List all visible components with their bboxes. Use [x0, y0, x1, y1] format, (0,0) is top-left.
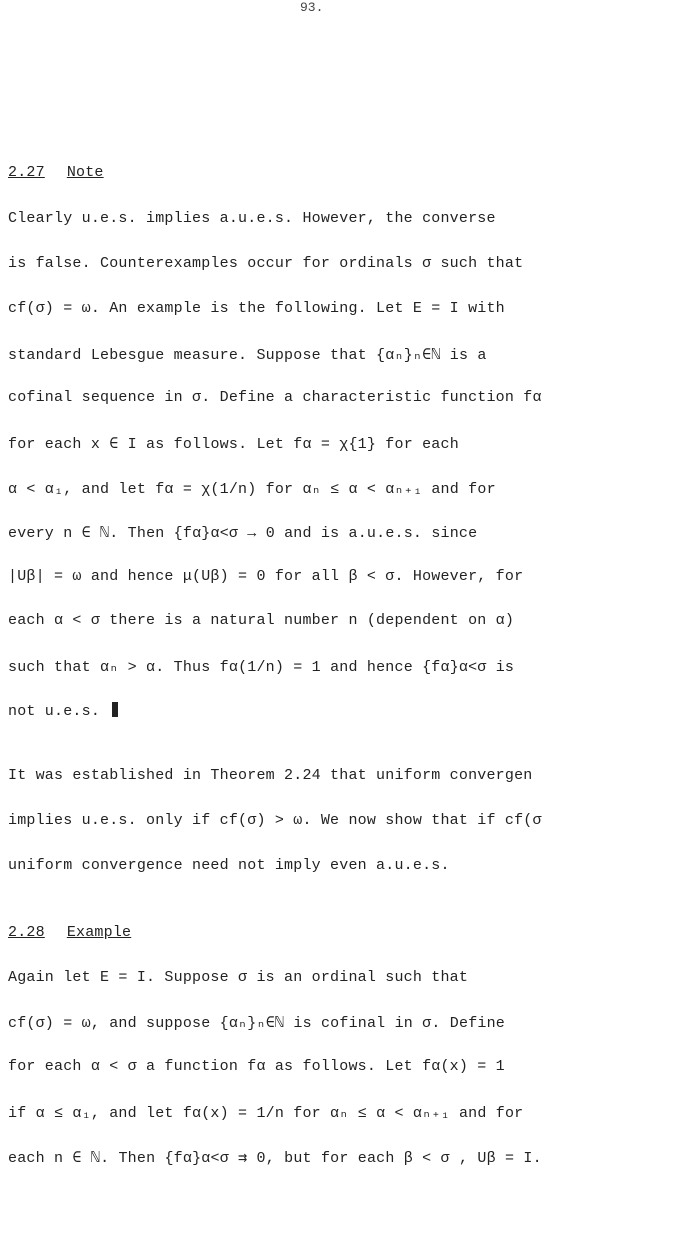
text-line: |Uβ| = ω and hence μ(Uβ) = 0 for all β < σ. However, for: [8, 568, 524, 585]
section-heading-2-28: [8, 924, 700, 941]
text-line: cf(σ) = ω, and suppose {αₙ}ₙ∈ℕ is cofinal in σ. Define: [8, 1015, 505, 1032]
text-line: Clearly u.e.s. implies a.u.e.s. However, the converse: [8, 210, 496, 227]
text-line: for each α < σ a function fα as follows. Let fα(x) = 1: [8, 1058, 505, 1075]
text-line: if α ≤ α₁, and let fα(x) = 1/n for αₙ ≤ α < αₙ₊₁ and for: [8, 1105, 524, 1122]
text-line: cofinal sequence in σ. Define a characteristic function fα: [8, 389, 542, 406]
text-line: for each x ∈ I as follows. Let fα = χ{1} for each: [8, 436, 459, 453]
page-number: 93.: [300, 0, 324, 15]
text-line: standard Lebesgue measure. Suppose that {αₙ}ₙ∈ℕ is a: [8, 347, 487, 364]
section-number: 2.27: [8, 164, 45, 181]
text-line: uniform convergence need not imply even a.u.e.s.: [8, 857, 450, 874]
section-title: Note: [66, 164, 104, 181]
text-line-end: [8, 702, 700, 720]
text-line: α < α₁, and let fα = χ(1/n) for αₙ ≤ α < αₙ₊₁ and for: [8, 481, 496, 498]
text-line: cf(σ) = ω. An example is the following. Let E = I with: [8, 300, 505, 317]
text-line: each α < σ there is a natural number n (dependent on α): [8, 612, 515, 629]
text-line: such that αₙ > α. Thus fα(1/n) = 1 and hence {fα}α<σ is: [8, 659, 515, 676]
section-title: Example: [66, 924, 132, 941]
text-line: It was established in Theorem 2.24 that uniform convergen: [8, 767, 533, 784]
section-number: 2.28: [8, 924, 45, 941]
end-of-proof-mark: [112, 702, 118, 717]
section-heading-2-27: [8, 164, 700, 181]
text-line: each n ∈ ℕ. Then {fα}α<σ ⇉ 0, but for each β < σ , Uβ = I.: [8, 1150, 542, 1167]
text-line: implies u.e.s. only if cf(σ) > ω. We now show that if cf(σ: [8, 812, 542, 829]
text-line: Again let E = I. Suppose σ is an ordinal such that: [8, 969, 469, 986]
text-line: every n ∈ ℕ. Then {fα}α<σ → 0 and is a.u.e.s. since: [8, 525, 478, 542]
text-line: is false. Counterexamples occur for ordinals σ such that: [8, 255, 524, 272]
text-fragment: not u.e.s.: [8, 703, 101, 720]
